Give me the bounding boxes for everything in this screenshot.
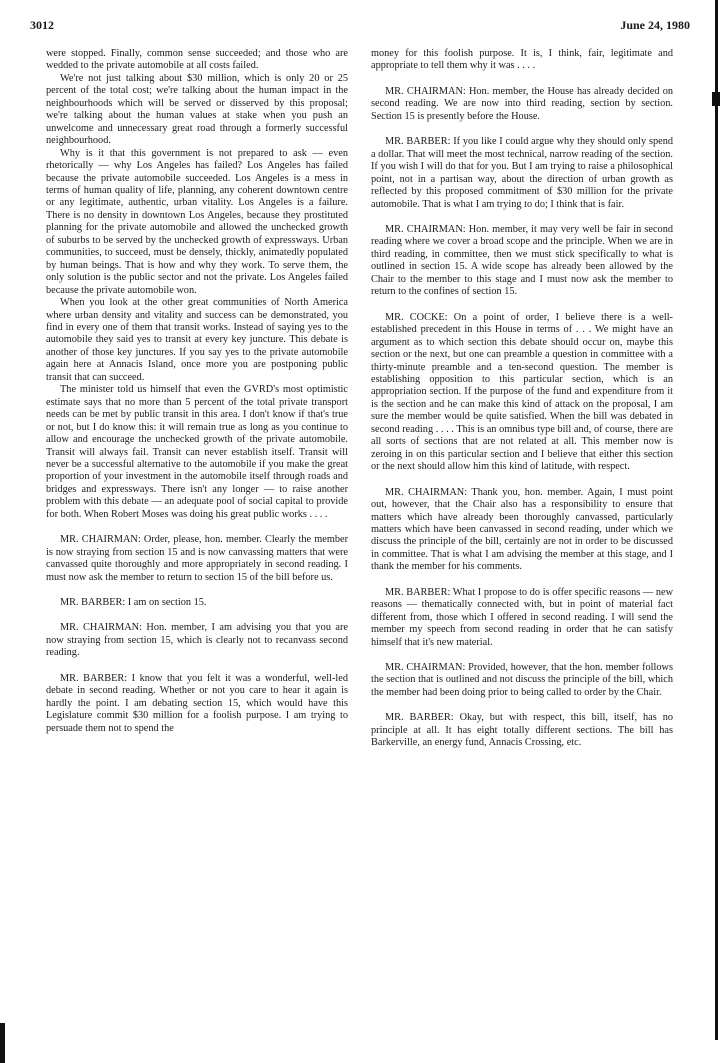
paragraph: When you look at the other great communities of North America where urban density and vitality and success can be demonstrated, you find in every one of them that transit works. Instead of saying yes to the automobile they said yes to transit at every key juncture. This debate is another of those key junctures. If you say yes to the private automobile again here at Annacis Island, once more you are postponing public transit that can succeed.	[46, 297, 348, 383]
speech-paragraph: MR. COCKE: On a point of order, I believe there is a well-established precedent in this House in terms of . . . We might have an argument as to which section this debate should occur on, maybe this section or the next, but one can preamble a question in committee with a thirty-minute preamble and a ten-second question. The member is establishing opposition to this particular section, which is an appropriation section. If the purpose of the fund and expenditure from it is the section and he can make this kind of attack on the proposal, I am sure the member would be quite satisfied. When the bill was debated in second reading . . . . This is an omnibus type bill and, of course, there are all sorts of sections that are not related at all. This member now is zeroing in on this particular section and I believe that either this section or the next should allow him this kind of latitude, with respect.	[371, 311, 673, 473]
speech-paragraph: MR. CHAIRMAN: Order, please, hon. member. Clearly the member is now straying from section 15 and is now canvassing matters that were canvassed quite thoroughly and more appropriately in second reading. I must now ask the member to return to section 15 of the bill before us.	[46, 534, 348, 583]
speech-paragraph: MR. BARBER: I know that you felt it was a wonderful, well-led debate in second reading. Whether or not you care to hear it again is hardly the point. I am debating section 15, which would have this Legislature commit $30 million for a foolish purpose. I am trying to persuade them not to spend the	[46, 672, 348, 734]
page-date: June 24, 1980	[620, 18, 690, 32]
speech-paragraph: MR. CHAIRMAN: Hon. member, the House has already decided on second reading. We are now into third reading, section by section. Section 15 is presently before the House.	[371, 85, 673, 122]
speech-paragraph: MR. CHAIRMAN: Thank you, hon. member. Again, I must point out, however, that the Chair also has a responsibility to ensure that matters which have already been thoroughly canvassed, particularly matters which have been canvassed in second reading, under which we discuss the principle of the bill, certainly are not in order to be discussed in committee. That is what I am advising the member at this stage, and I thank the member for his comments.	[371, 486, 673, 573]
page-number: 3012	[30, 18, 54, 32]
paragraph: The minister told us himself that even the GVRD's most optimistic estimate says that no more than 5 percent of the total private transport needs can be met by public transit in this area. I don't know if that's true or not, but I do know this: it will remain true as long as you continue to allow and encourage the unchecked growth of the private automobile. Transit will always fail. Transit can never establish itself. Transit will never be a successful alternative to the automobile if you make the great proportion of your investment in the automobile itself through roads and bridges and expressways. There isn't any longer — to raise another problem with this debate — an adequate pool of social capital to provide for both. When Robert Moses was doing his great public works . . . .	[46, 384, 348, 520]
continued-paragraph: were stopped. Finally, common sense succeeded; and those who are wedded to the private automobile at all costs failed.	[46, 48, 348, 72]
right-column	[371, 48, 673, 750]
scan-tab-mark	[712, 92, 720, 106]
speech-paragraph: MR. BARBER: Okay, but with respect, this bill, itself, has no principle at all. It has eight totally different sections. The bill has Barkerville, an energy fund, Annacis Crossing, etc.	[371, 712, 673, 749]
scan-edge-left	[0, 1023, 5, 1063]
speech-paragraph: MR. CHAIRMAN: Hon. member, it may very well be fair in second reading where we cover a broad scope and the principle. When we are in third reading, in committee, then we must stick specifically to what is outlined in section 15. A wide scope has already been allowed by the Chair to the member to this stage and I must now ask the member to return to the confines of section 15.	[371, 223, 673, 298]
scan-edge-right	[715, 0, 718, 1040]
left-column	[46, 48, 348, 735]
speech-paragraph: MR. BARBER: If you like I could argue why they should only spend a dollar. That will meet the most technical, narrow reading of the section. If you wish I will do that for you. But I am trying to raise a philosophical point, not in a partisan way, about the direction of urban growth as reflected by this proposed commitment of $30 million for the private automobile. That is what I am trying to do; I think that is fair.	[371, 136, 673, 210]
page-header	[30, 18, 690, 33]
speech-paragraph: MR. CHAIRMAN: Hon. member, I am advising you that you are now straying from section 15, which is clearly not to recanvass second reading.	[46, 622, 348, 659]
speech-paragraph: MR. BARBER: What I propose to do is offer specific reasons — new reasons — thematically connected with, but in point of material fact different from, those which I offered in second reading. I will send the member my speech from second reading in order that he can satisfy himself that it's new material.	[371, 586, 673, 648]
paragraph: We're not just talking about $30 million, which is only 20 or 25 percent of the total cost; we're talking about the human impact in the neighbourhoods which will be served or disserved by this proposal; we're talking about the human values at stake when you push an unwelcome and unnecessary great road through a formerly successful neighbourhood.	[46, 72, 348, 147]
speech-paragraph: MR. CHAIRMAN: Provided, however, that the hon. member follows the section that is outlined and not discuss the principle of the bill, which the member had been doing prior to being called to order by the Chair.	[371, 662, 673, 698]
paragraph: Why is it that this government is not prepared to ask — even rhetorically — why Los Angeles has failed? Los Angeles has failed because the private automobile succeeded. Los Angeles is a mess in terms of human quality of life, planning, any coherent downtown centre or any legitimate, authentic, urban vitality. Los Angeles is a failure. There is no density in downtown Los Angeles, because they prostituted planning for the private automobile and allowed the unchecked growth of suburbs to be served by the unchecked growth of expressways. Urban communities, to succeed, must be densely, thickly, animatedly populated by human beings. That is how and why they work. To serve them, the only solution is the public sector and not the private. Los Angeles failed because the private automobile won.	[46, 147, 348, 296]
continued-paragraph: money for this foolish purpose. It is, I think, fair, legitimate and appropriate to tell them why it was . . . .	[371, 48, 673, 72]
speech-paragraph: MR. BARBER: I am on section 15.	[60, 597, 207, 609]
